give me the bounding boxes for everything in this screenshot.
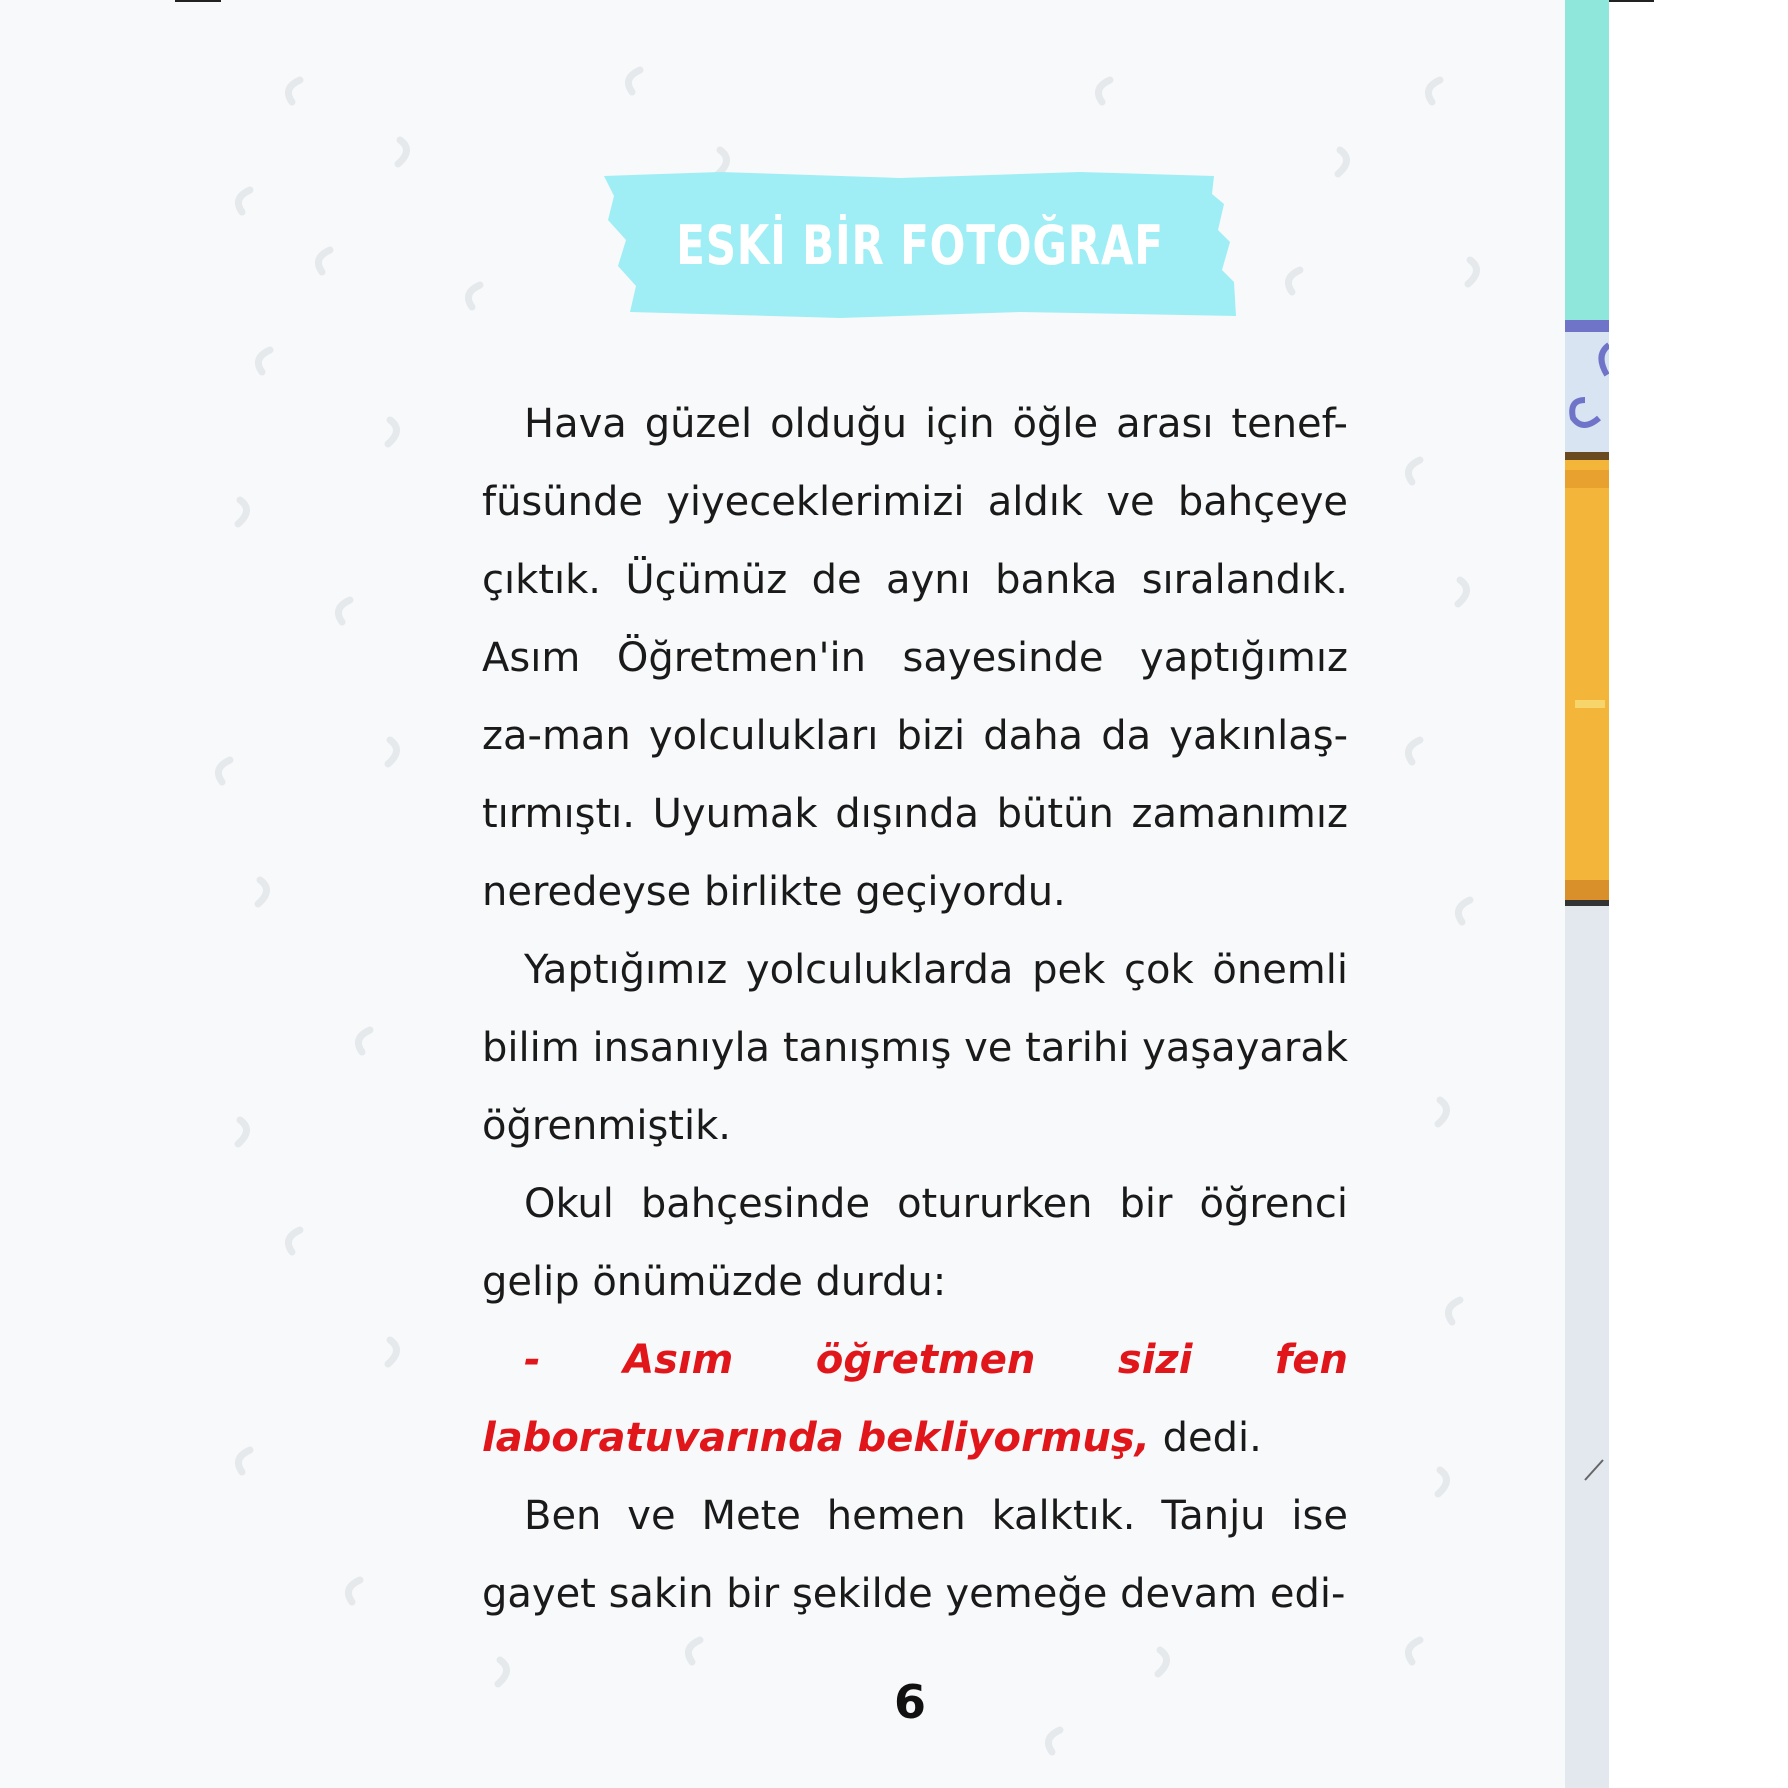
page-number: 6 [893, 1675, 926, 1729]
paragraph-5: Ben ve Mete hemen kalktık. Tanju ise gayet sakin bir şekilde yemeğe devam edi- [482, 1493, 1348, 1617]
crop-mark-left [175, 0, 221, 2]
dialogue-line: - Asım öğretmen sizi fen laboratuvarında bekliyormuş, [482, 1337, 1348, 1461]
story-text [482, 385, 1348, 1633]
dialogue-tail: dedi. [1149, 1415, 1262, 1461]
adjacent-page-illustration [1565, 0, 1609, 1788]
paragraph-3: Okul bahçesinde otururken bir öğrenci gelip önümüzde durdu: [482, 1181, 1348, 1305]
paragraph-1: Hava güzel olduğu için öğle arası tenef-füsünde yiyeceklerimizi aldık ve bahçeye çıktık. Üçümüz de aynı banka sıralandık. Asım Öğretmen'in sayesinde yaptığımız za-man yolculukları bizi daha da yakınlaş-tırmıştı. Uyumak dışında bütün zamanımız neredeyse birlikte geçiyordu. [482, 401, 1348, 915]
paragraph-2: Yaptığımız yolculuklarda pek çok önemli bilim insanıyla tanışmış ve tarihi yaşayarak öğrenmiştik. [482, 947, 1348, 1149]
chapter-title-banner [600, 170, 1240, 320]
illustration-strip [1565, 0, 1609, 1788]
crop-mark-right [1608, 0, 1654, 2]
chapter-title: ESKİ BİR FOTOĞRAF [676, 213, 1164, 277]
paragraph-4 [482, 1321, 1348, 1477]
